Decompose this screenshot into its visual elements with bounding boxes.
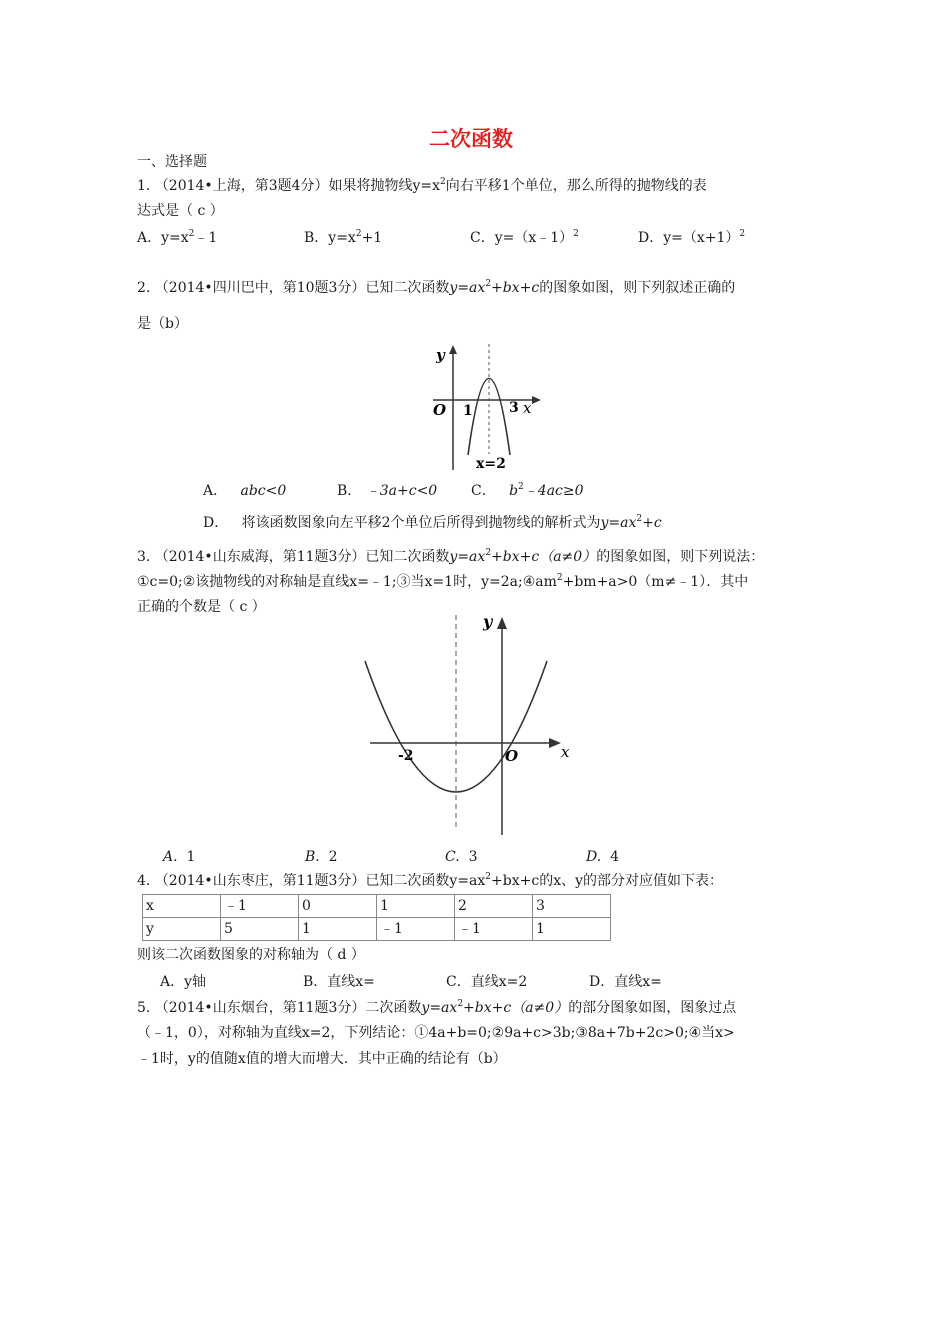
table-cell: 1 [377,895,455,918]
q3-option-c: C. 3 [445,849,478,865]
q2-label-x: x [523,399,532,417]
table-cell: 1 [299,918,377,941]
q2-label-origin: O [433,401,447,419]
q3-label-x: x [561,743,570,761]
table-cell: ﹣1 [377,918,455,941]
q2-label-axis-of-symmetry: x=2 [476,456,506,472]
q3-option-b: B. 2 [305,849,338,865]
q5-stem-line2: （﹣1，0），对称轴为直线x=2，下列结论：①4a+b=0;②9a+c>3b;③8a+7b+2c>0;④当x> [137,1025,735,1041]
table-row [143,918,611,941]
q4-question: 则该二次函数图象的对称轴为（ d ） [137,947,365,963]
table-row [143,895,611,918]
q1-option-a: A．$y=x^2﹣1$ [137,229,218,246]
q2-stem-line2: 是（b） [137,316,188,332]
q2-label-y: y [436,346,445,364]
q1-stem-line2: 达式是（ c ） [137,203,224,219]
table-cell: y [143,918,221,941]
table-cell: ﹣1 [455,918,533,941]
q3-option-d: D. 4 [586,849,620,865]
q2-option-b: B． ﹣3a+c<0 [337,483,438,499]
page-title: 二次函数 [429,126,513,151]
q3-tick-neg2: -2 [398,748,414,764]
q2-x-arrow [532,396,541,404]
q3-stem-line3: 正确的个数是（ c ） [137,599,266,615]
q3-y-arrow [497,617,507,629]
q1-stem: 1. （2014•上海，第3题4分）如果将抛物线$y=x^2$向右平移1个单位，那么所得的抛物线的表 [137,177,707,194]
table-cell: 2 [455,895,533,918]
q4-option-b: B．直线x= [303,974,375,990]
q3-graph [365,613,580,838]
q4-stem: 4. （2014•山东枣庄，第11题3分）已知二次函数$y=ax^2+bx+c$的x、y的部分对应值如下表： [137,872,723,889]
q1-option-c: C．y=（x﹣1）$^2$ [470,229,579,246]
q4-option-d: D．直线x= [589,974,662,990]
section-heading: 一、选择题 [137,154,207,170]
q2-option-a: A． abc<0 [203,483,287,499]
q3-stem-line2: ①c=0;②该抛物线的对称轴是直线x=﹣1;③当x=1时，$y=2a;④am^2+bm+a>0(m\ne﹣1)$．其中 [137,573,749,590]
q2-tick-3: 3 [509,400,519,416]
q3-label-origin: O [505,747,519,765]
q3-stem-line1: 3. （2014•山东威海，第11题3分）已知二次函数$y=ax^2+bx+c(a\ne 0)$的图象如图，则下列说法： [137,548,765,565]
q2-tick-1: 1 [463,403,473,419]
q5-stem-line3: ﹣1时，y的值随x值的增大而增大．其中正确的结论有（b） [137,1051,507,1067]
q2-graph [428,342,548,472]
table-cell: ﹣1 [221,895,299,918]
q4-option-c: C．直线x=2 [446,974,528,990]
table-cell: 0 [299,895,377,918]
q3-option-a: A. 1 [163,849,196,865]
table-cell: x [143,895,221,918]
table-cell: 1 [533,918,611,941]
q3-label-y: y [483,612,493,631]
q5-stem-line1: 5. （2014•山东烟台，第11题3分）二次函数$y=ax^2+bx+c(a\ne 0)$的部分图象如图，图象过点 [137,999,737,1016]
q2-y-arrow [449,345,457,354]
table-cell: 5 [221,918,299,941]
q1-option-b: B．$y=x^2+1$ [304,229,383,246]
table-cell: 3 [533,895,611,918]
q1-option-d: D．$y=(x+1)^2$ [638,229,746,246]
q4-value-table [142,894,611,941]
q4-option-a: A．y轴 [160,974,207,990]
q2-option-c: C． $b^2﹣4ac\ge 0$ [471,482,584,499]
q3-x-arrow [549,738,561,748]
q2-option-d: D． 将该函数图象向左平移2个单位后所得到抛物线的解析式为$y=ax^2+c$ [203,514,662,531]
q2-stem: 2. （2014•四川巴中，第10题3分）已知二次函数$y=ax^2+bx+c$的图象如图，则下列叙述正确的 [137,279,736,296]
